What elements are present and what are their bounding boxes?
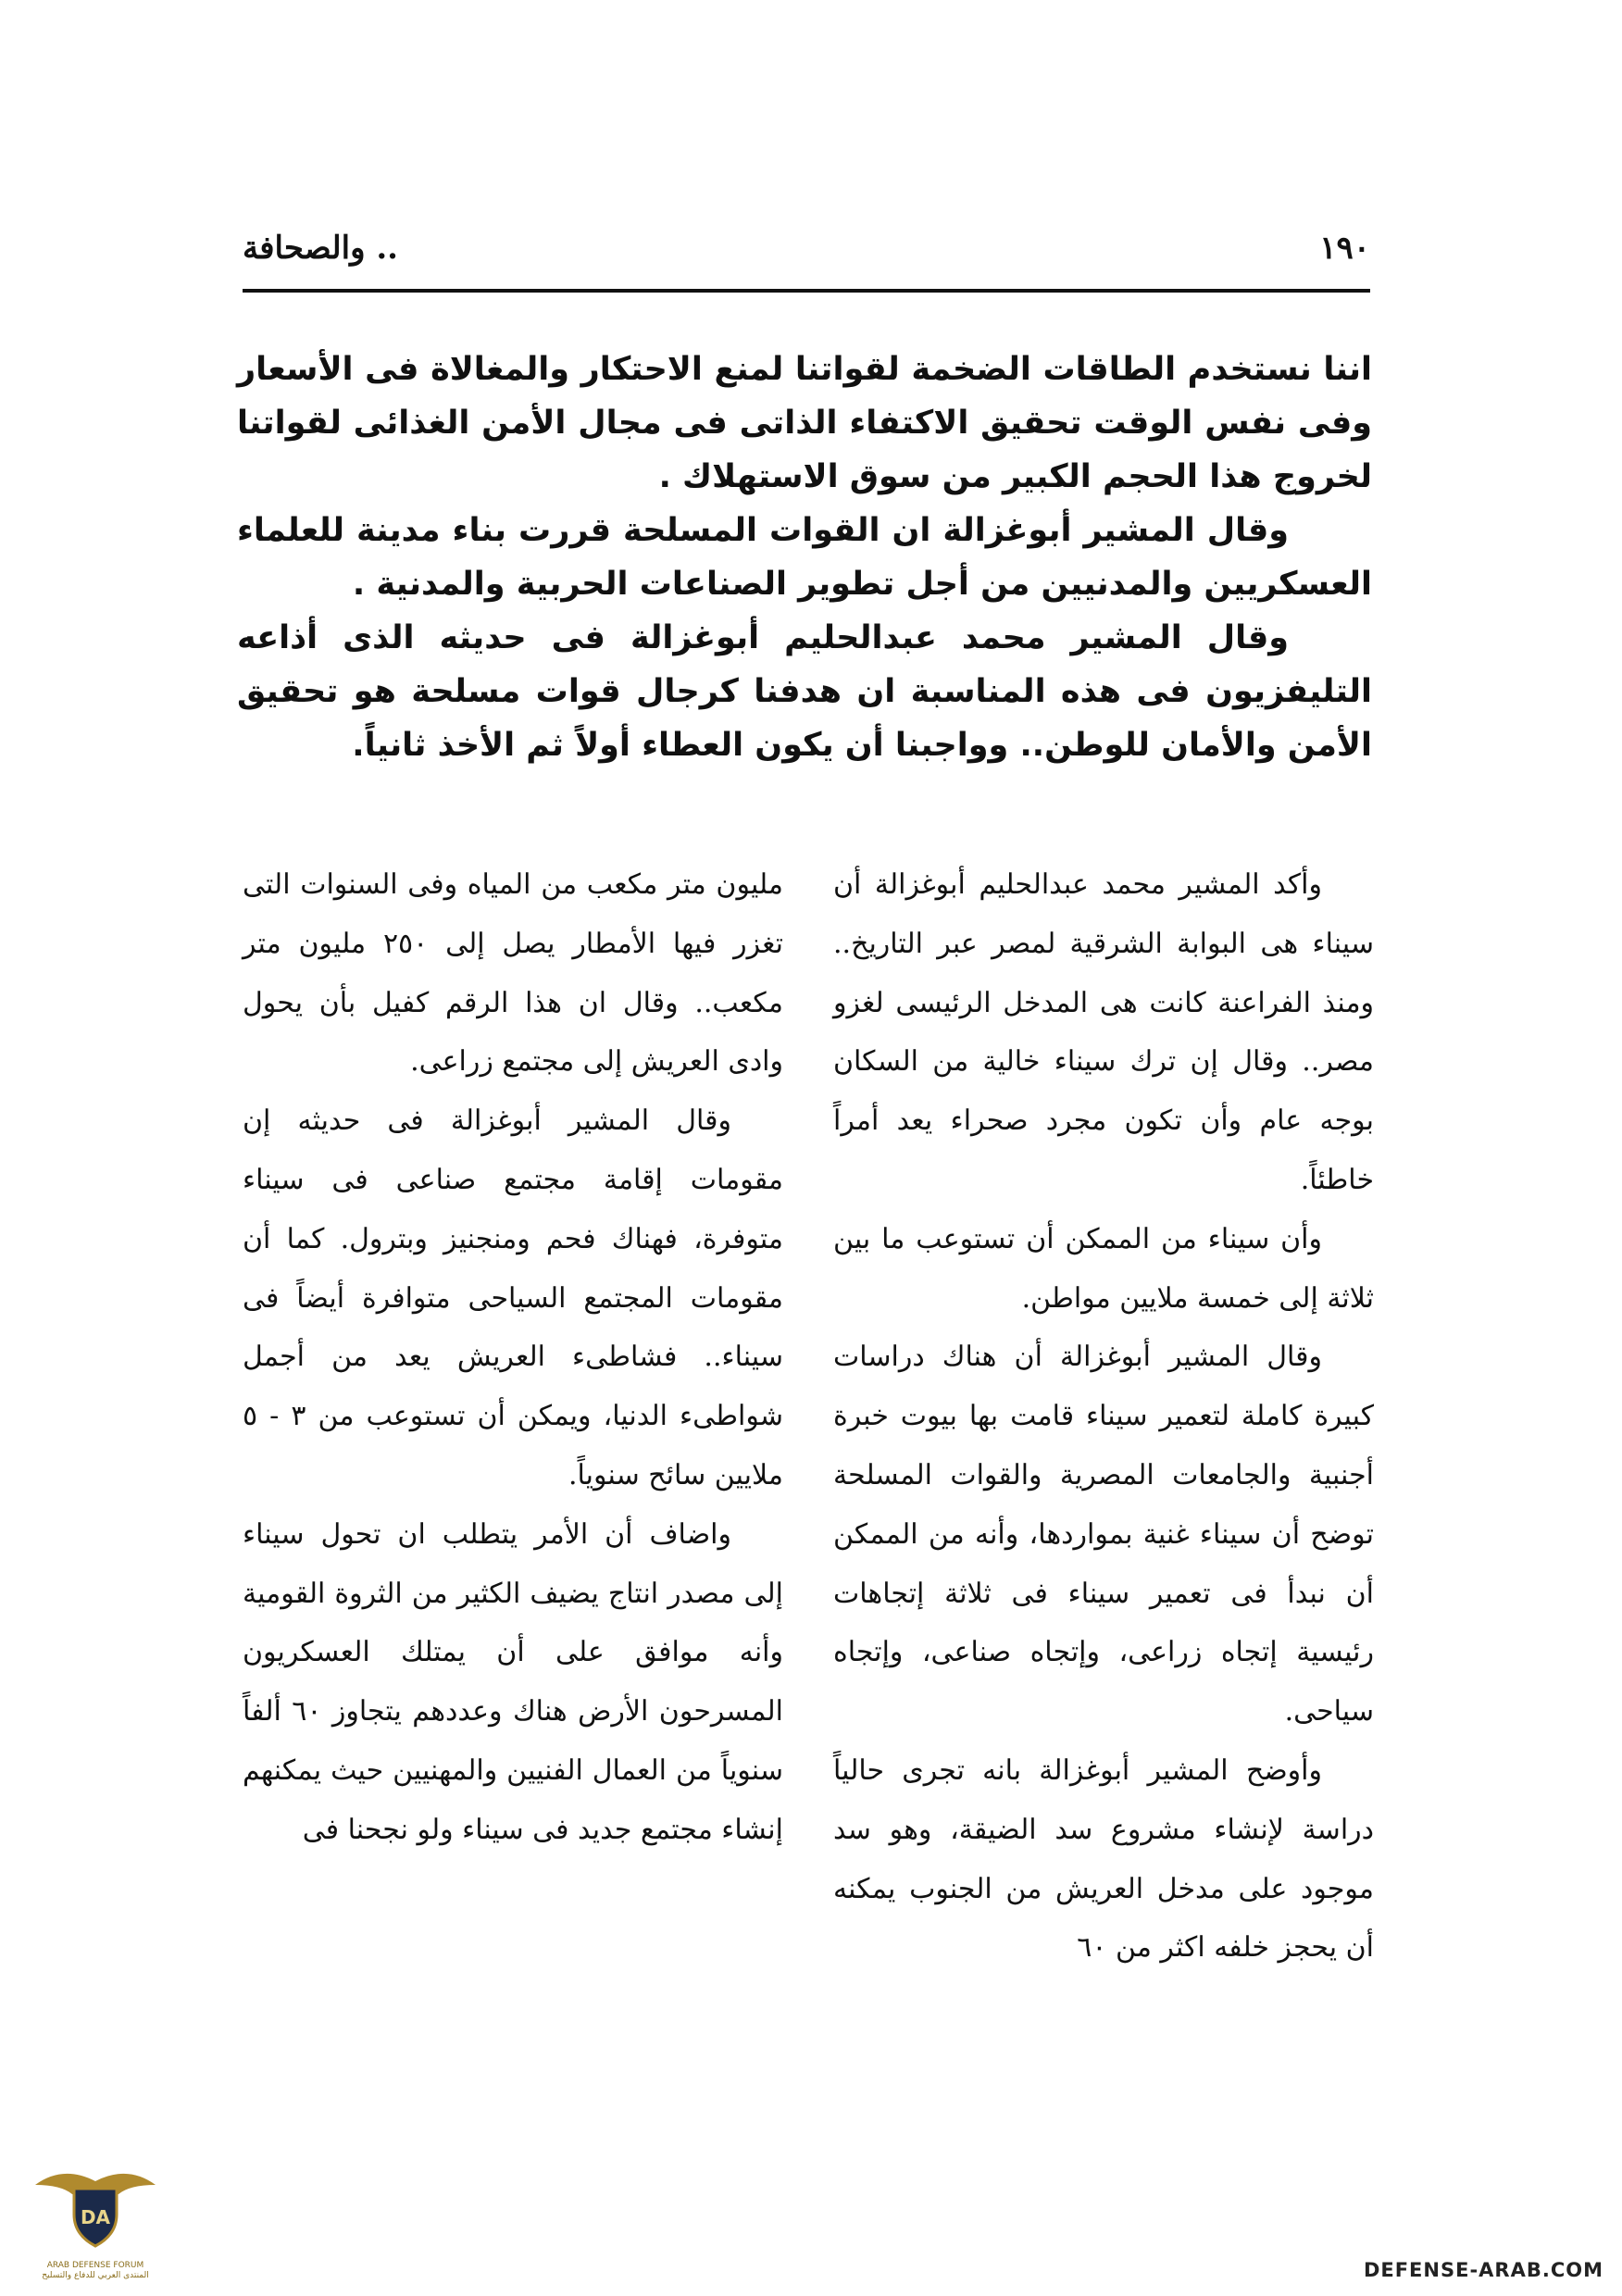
forum-logo — [26, 2157, 165, 2287]
right-column — [833, 855, 1374, 1978]
logo-initials: DA — [80, 2206, 111, 2228]
logo-caption: ARAB DEFENSE FORUM المنتدى العربي للدفاع والتسليح — [42, 2261, 149, 2280]
column-paragraph: وقال المشير أبوغزالة أن هناك دراسات كبيرة كاملة لتعمير سيناء قامت بها بيوت خبرة أجنبية والجامعات المصرية والقوات المسلحة توضح أن سيناء غنية بمواردها، وأنه من الممكن أن نبدأ فى تعمير سيناء فى ثلاثة إتجاهات رئيسية إتجاه زراعى، وإتجاه صناعى، وإتجاه سياحى. — [833, 1341, 1374, 1728]
shield-eagle-icon — [26, 2157, 165, 2261]
lead-block — [237, 343, 1372, 772]
site-watermark: DEFENSE-ARAB.COM — [1363, 2259, 1603, 2281]
column-paragraph: وأكد المشير محمد عبدالحليم أبوغزالة أن سيناء هى البوابة الشرقية لمصر عبر التاريخ.. ومنذ الفراعنة كانت هى المدخل الرئيسى لغزو مصر.. وقال إن ترك سيناء خالية من السكان بوجه عام وأن تكون مجرد صحراء يعد أمراً خاطئاً. — [833, 868, 1374, 1196]
column-paragraph: وأوضح المشير أبوغزالة بانه تجرى حالياً دراسة لإنشاء مشروع سد الضيقة، وهو سد موجود على مدخل العريش من الجنوب يمكنه أن يحجز خلفه اكثر من ٦٠ — [833, 1753, 1374, 1965]
lead-paragraph: وقال المشير أبوغزالة ان القوات المسلحة قررت بناء مدينة للعلماء العسكريين والمدنيين من أجل تطوير الصناعات الحربية والمدنية . — [237, 512, 1372, 603]
page-header — [243, 230, 1370, 274]
running-title: .. والصحافة — [243, 230, 399, 267]
left-column — [243, 855, 783, 1860]
page-number: ١٩٠ — [1319, 230, 1370, 267]
header-rule — [243, 289, 1370, 293]
column-paragraph: وقال المشير أبوغزالة فى حديثه إن مقومات إقامة مجتمع صناعى فى سيناء متوفرة، فهناك فحم ومنجنيز وبترول. كما أن مقومات المجتمع السياحى متوافرة أيضاً فى سيناء.. فشاطىء العريش يعد من أجمل شواطىء الدنيا، ويمكن أن تستوعب من ٣ - ٥ ملايين سائح سنوياً. — [243, 1104, 783, 1491]
column-paragraph: وأن سيناء من الممكن أن تستوعب ما بين ثلاثة إلى خمسة ملايين مواطن. — [833, 1222, 1374, 1315]
column-paragraph: مليون متر مكعب من المياه وفى السنوات التى تغزر فيها الأمطار يصل إلى ٢٥٠ مليون متر مكعب.. وقال ان هذا الرقم كفيل بأن يحول وادى العريش إلى مجتمع زراعى. — [243, 868, 783, 1079]
lead-paragraph: وقال المشير محمد عبدالحليم أبوغزالة فى حديثه الذى أذاعه التليفزيون فى هذه المناسبة ان هدفنا كرجال قوات مسلحة هو تحقيق الأمن والأمان للوطن.. وواجبنا أن يكون العطاء أولاً ثم الأخذ ثانياً. — [237, 619, 1372, 764]
lead-paragraph: اننا نستخدم الطاقات الضخمة لقواتنا لمنع الاحتكار والمغالاة فى الأسعار وفى نفس الوقت تحقيق الاكتفاء الذاتى فى مجال الأمن الغذائى لقواتنا لخروج هذا الحجم الكبير من سوق الاستهلاك . — [237, 351, 1372, 495]
column-paragraph: واضاف أن الأمر يتطلب ان تحول سيناء إلى مصدر انتاج يضيف الكثير من الثروة القومية وأنه موافق على أن يمتلك العسكريون المسرحون الأرض هناك وعددهم يتجاوز ٦٠ ألفاً سنوياً من العمال الفنيين والمهنيين حيث يمكنهم إنشاء مجتمع جديد فى سيناء ولو نجحنا فى — [243, 1517, 783, 1846]
